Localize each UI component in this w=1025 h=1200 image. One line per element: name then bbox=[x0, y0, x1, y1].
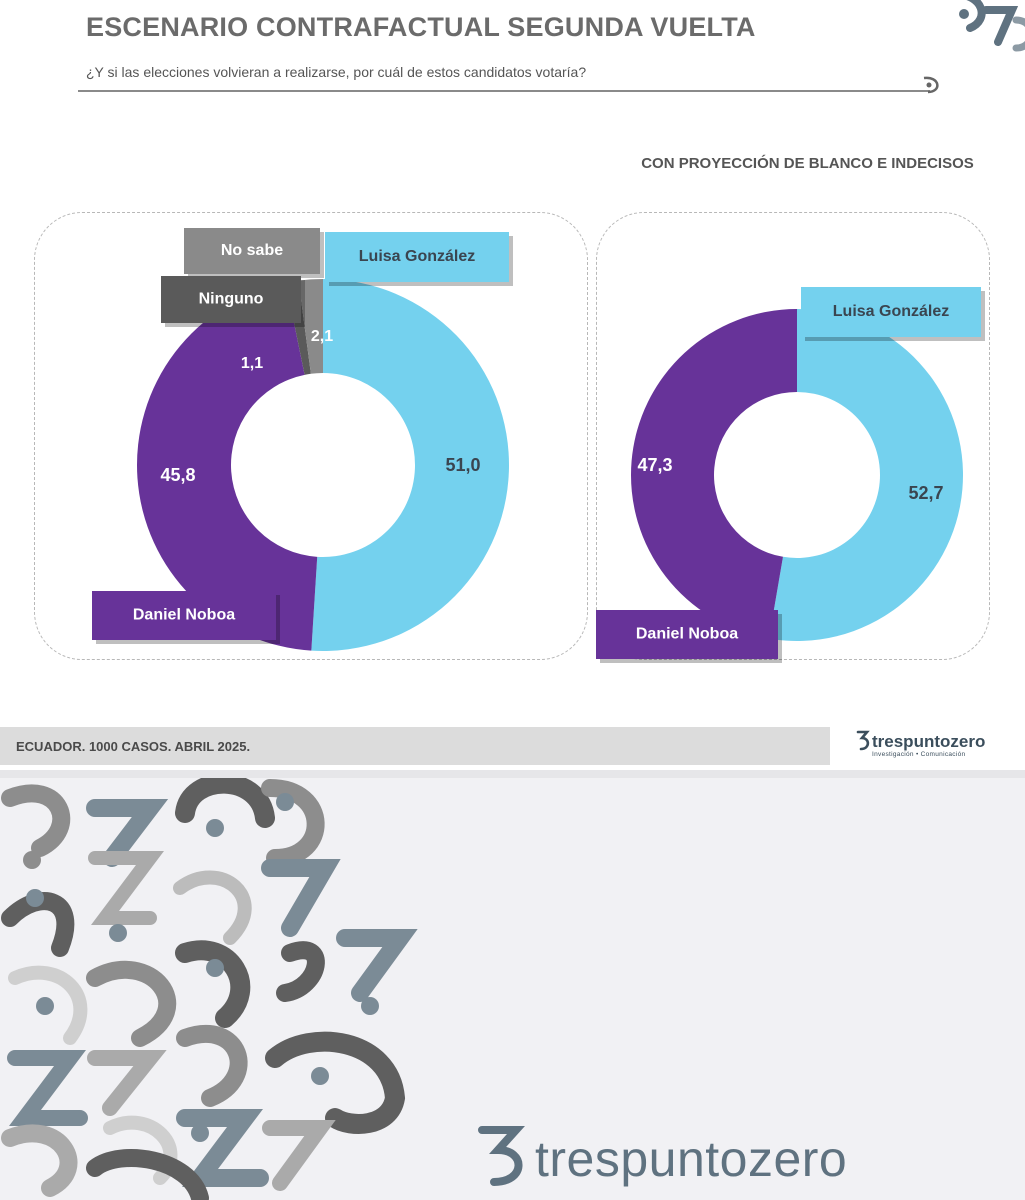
footer-text: ECUADOR. 1000 CASOS. ABRIL 2025. bbox=[16, 739, 251, 754]
chart-2-legend-daniel-noboa: Daniel Noboa bbox=[635, 625, 739, 643]
brand-tagline: Investigación • Comunicación bbox=[872, 751, 966, 758]
chart-1-value-no-sabe: 2,1 bbox=[310, 328, 334, 346]
brand-logo-icon bbox=[855, 728, 871, 752]
page-subtitle: ¿Y si las elecciones volvieran a realizarse, por cuál de estos candidatos votaría? bbox=[86, 64, 587, 80]
chart-1-legend-daniel-noboa: Daniel Noboa bbox=[132, 606, 236, 624]
brand-logo-large-icon bbox=[474, 1118, 530, 1188]
chart-1-legend-ninguno: Ninguno bbox=[198, 290, 264, 308]
chart-1-legend-no-sabe: No sabe bbox=[220, 242, 284, 260]
page-title: ESCENARIO CONTRAFACTUAL SEGUNDA VUELTA bbox=[86, 12, 756, 42]
slide-cover bbox=[0, 778, 1025, 1200]
chart-2-value-daniel-noboa: 47,3 bbox=[637, 454, 673, 475]
chart-2-title: CON PROYECCIÓN DE BLANCO E INDECISOS bbox=[641, 155, 974, 172]
chart-1-legend-luisa-gonzalez: Luisa González bbox=[358, 248, 476, 266]
chart-1-value-ninguno: 1,1 bbox=[240, 355, 264, 373]
chart-2-value-luisa-gonzalez: 52,7 bbox=[908, 482, 944, 503]
chart-1-value-luisa-gonzalez: 51,0 bbox=[445, 454, 481, 475]
chart-2-legend-luisa-gonzalez: Luisa González bbox=[832, 303, 950, 321]
question-mark-pattern-icon bbox=[0, 778, 440, 1200]
chart-2-slice-luisa-gonzalez bbox=[769, 309, 963, 641]
slide-separator bbox=[0, 770, 1025, 778]
brand-name-large: trespuntozero bbox=[535, 1131, 848, 1187]
brand-name: trespuntozero bbox=[872, 732, 986, 751]
chart-1-value-daniel-noboa: 45,8 bbox=[160, 464, 196, 485]
